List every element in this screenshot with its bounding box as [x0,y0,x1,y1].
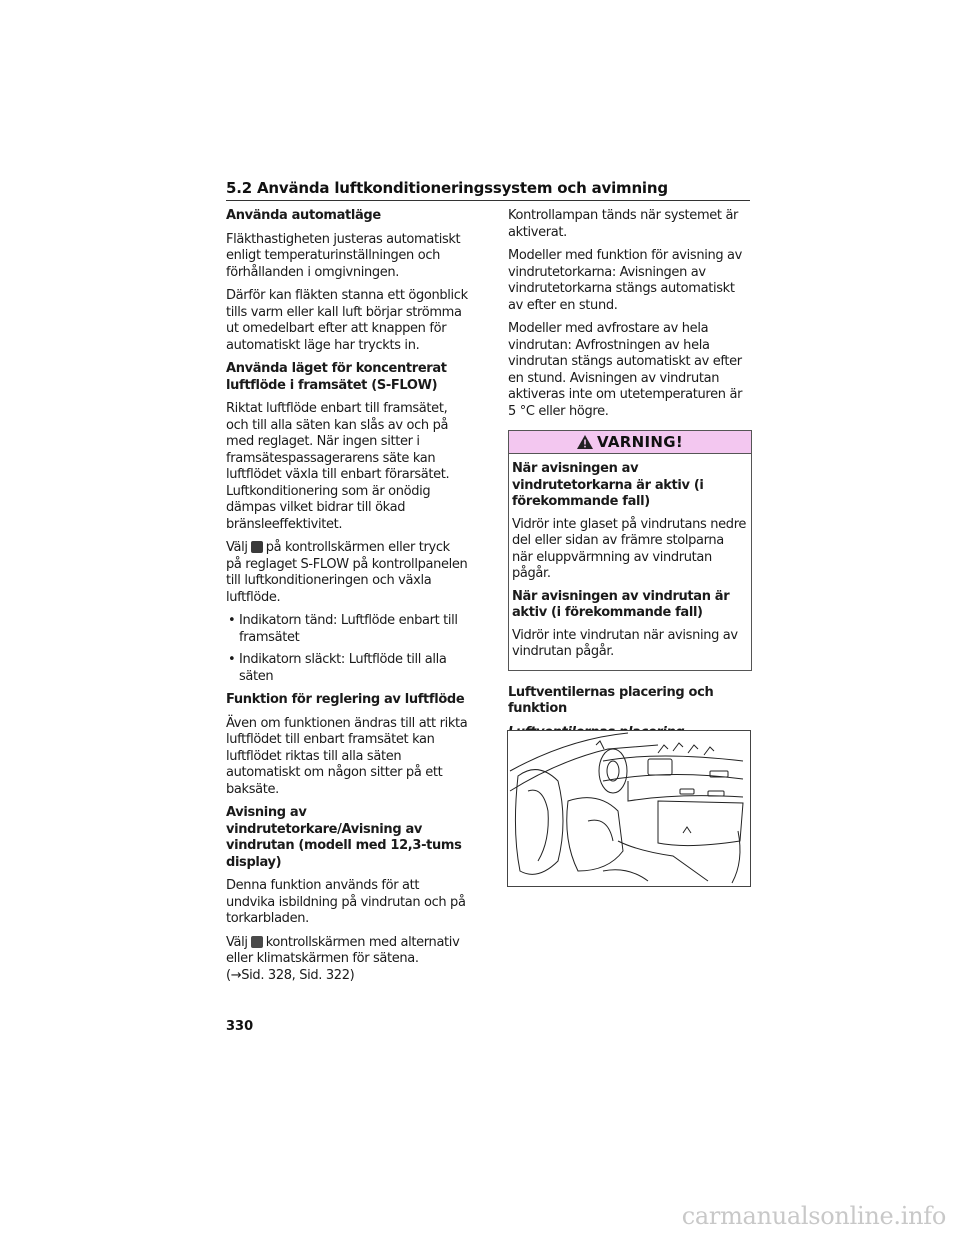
paragraph: Modeller med avfrostare av hela vindrutan: Avfrostningen av hela vindrutan stängs automatiskt av efter en stund. Avisningen av vindrutan aktiveras inte om utetemperaturen är 5 °C eller högre. [508,321,743,419]
warning-heading: När avisningen av vindrutan är aktiv (i förekommande fall) [512,588,730,620]
list-item: • Indikatorn tänd: Luftflöde enbart till framsätet [226,613,468,646]
text: Välj [226,934,248,950]
warning-text: Vidrör inte vindrutan när avisning av vindrutan pågår. [512,627,738,659]
section-title: 5.2 Använda luftkonditioneringssystem och avimning [226,179,668,197]
paragraph: Fläkthastigheten justeras automatiskt enligt temperaturinställningen och förhållanden i omgivningen. [226,231,461,280]
section-header [226,178,750,201]
paragraph: Därför kan fläkten stanna ett ögonblick tills varm eller kall luft börjar strömma ut omedelbart efter att knappen för automatiskt läge har tryckts in. [226,288,468,353]
page-number: 330 [226,1019,254,1034]
left-column [226,208,468,991]
warning-box [508,430,752,671]
right-column [508,208,752,788]
text: på kontrollskärmen eller tryck på reglaget S-FLOW på kontrollpanelen till luftkonditioneringen och växla luftflöde. [226,540,468,605]
sflow-icon [251,541,263,553]
paragraph: Kontrollampan tänds när systemet är aktiverat. [508,208,739,240]
warning-text: Vidrör inte glaset på vindrutans nedre del eller sidan av främre stolparna när eluppvärmning av vindrutan pågår. [512,516,747,581]
heading-defrost: Avisning av vindrutetorkare/Avisning av vindrutan (modell med 12,3-tums display) [226,805,462,870]
car-interior-drawing [508,731,750,886]
paragraph-sflow-select [226,540,468,606]
heading-auto-mode: Använda automatläge [226,208,381,223]
warning-header [509,431,751,454]
heading-airflow-function: Funktion för reglering av luftflöde [226,692,465,707]
warning-icon [577,435,593,449]
paragraph-defrost-select [226,935,468,985]
paragraph: Riktat luftflöde enbart till framsätet, och till alla säten kan slås av och på med reglaget. När ingen sitter i framsätespassagerarens säte kan luftflödet växla till enbart förarsätet. Luftkonditionering som är onödig dämpas vilket bidrar till ökad bränsleeffektivitet. [226,401,450,532]
warning-body [509,454,751,670]
heading-vents: Luftventilernas placering och funktion [508,684,714,716]
vent-location-illustration [507,730,751,887]
paragraph: Denna funktion används för att undvika isbildning på vindrutan och på torkarbladen. [226,878,466,926]
defrost-icon [251,936,263,948]
heading-sflow: Använda läget för koncentrerat luftflöde i framsätet (S-FLOW) [226,361,447,393]
page-reference: (→Sid. 328, Sid. 322) [226,967,355,983]
paragraph: Även om funktionen ändras till att rikta luftflödet till enbart framsätet kan luftflödet riktas till alla säten automatiskt om någon sitter på ett baksäte. [226,715,468,797]
indicator-list [226,613,468,685]
text: kontrollskärmen med alternativ eller klimatskärmen för sätena. [226,934,460,966]
paragraph: Modeller med funktion för avisning av vindrutetorkarna: Avisningen av vindrutetorkarna stängs automatiskt av efter en stund. [508,248,743,313]
warning-heading: När avisningen av vindrutetorkarna är aktiv (i förekommande fall) [512,461,704,509]
watermark: carmanualsonline.info [681,1202,946,1230]
list-item: • Indikatorn släckt: Luftflöde till alla säten [226,652,468,685]
text: Välj [226,540,248,555]
warning-title: VARNING! [597,432,683,451]
